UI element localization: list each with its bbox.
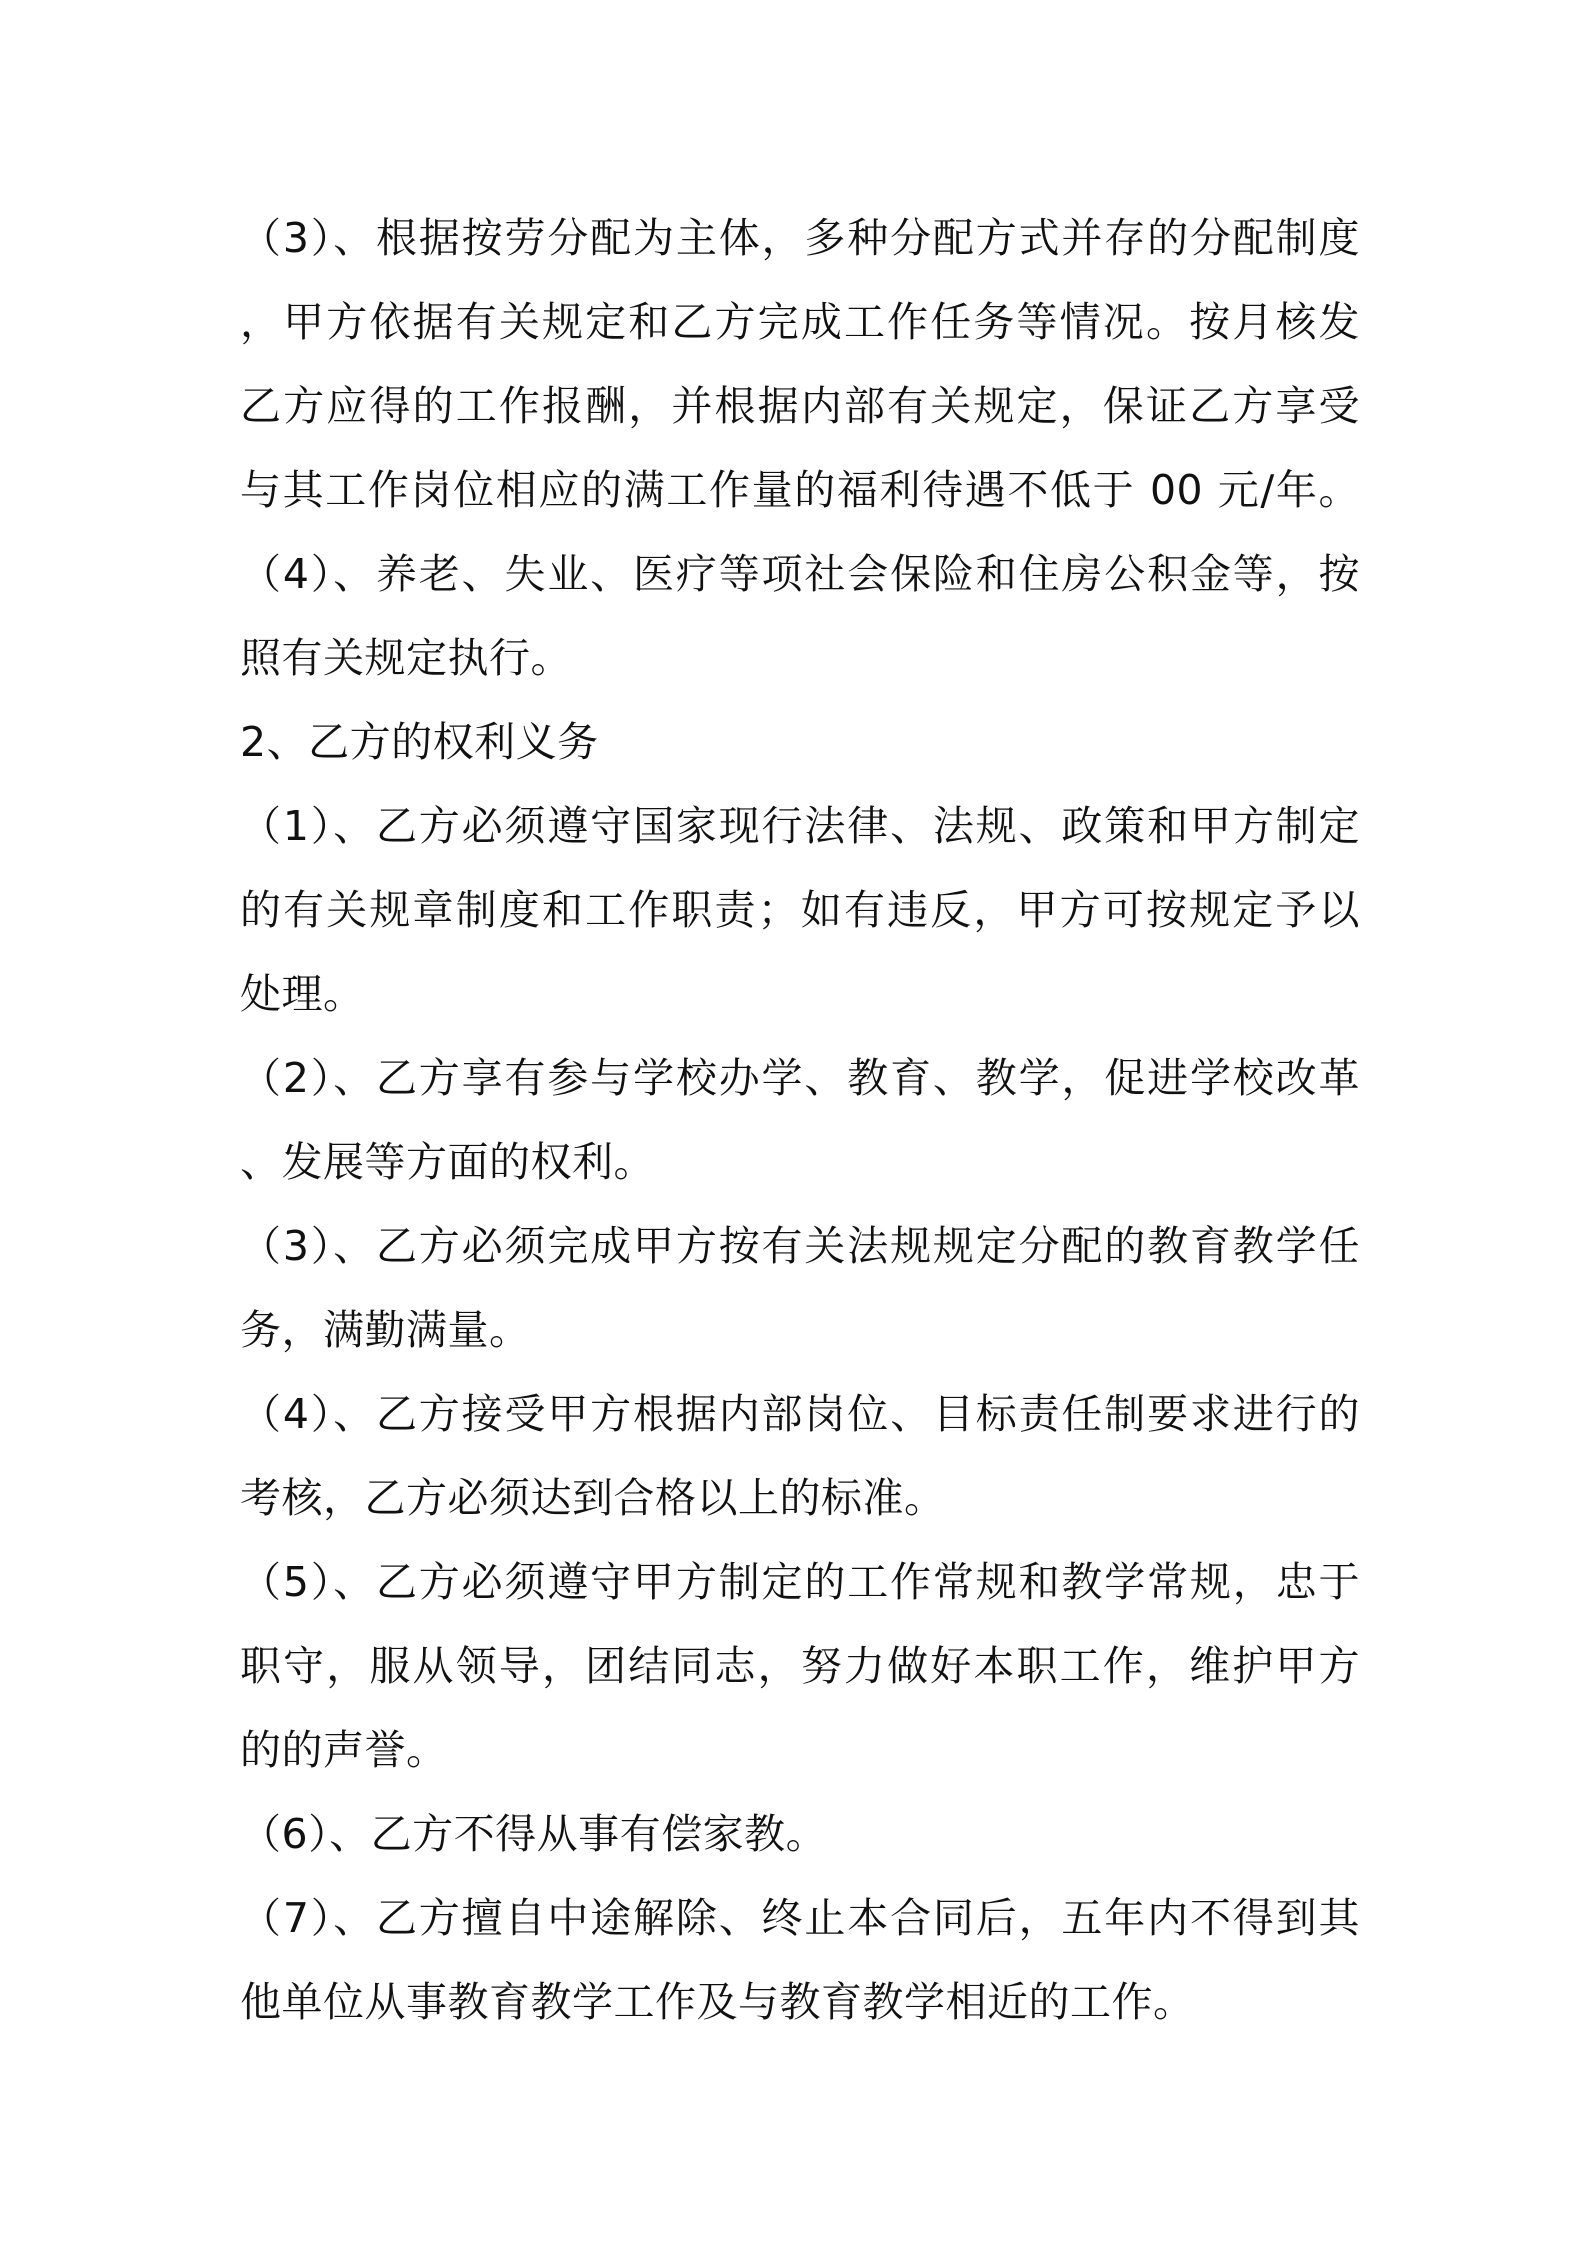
text-line: 考核，乙方必须达到合格以上的标准。 bbox=[240, 1474, 946, 1522]
section-heading: 2、乙方的权利义务 bbox=[240, 718, 599, 766]
text-line: （7）、乙方擅自中途解除、终止本合同后，五年内不得到其 bbox=[240, 1894, 1360, 1942]
text-line: （2）、乙方享有参与学校办学、教育、教学，促进学校改革 bbox=[240, 1054, 1360, 1102]
text-line: 职守，服从领导，团结同志，努力做好本职工作，维护甲方 bbox=[240, 1642, 1360, 1690]
text-line: 的的声誉。 bbox=[240, 1726, 448, 1774]
text-line: 他单位从事教育教学工作及与教育教学相近的工作。 bbox=[240, 1978, 1195, 2026]
text-line: （3）、乙方必须完成甲方按有关法规规定分配的教育教学任 bbox=[240, 1222, 1360, 1270]
text-line: 处理。 bbox=[240, 970, 365, 1018]
text-line: 照有关规定执行。 bbox=[240, 634, 572, 682]
text-line: 、发展等方面的权利。 bbox=[240, 1138, 655, 1186]
text-line: （3）、根据按劳分配为主体，多种分配方式并存的分配制度 bbox=[240, 214, 1360, 262]
text-line: （5）、乙方必须遵守甲方制定的工作常规和教学常规，忠于 bbox=[240, 1558, 1360, 1606]
text-line: （1）、乙方必须遵守国家现行法律、法规、政策和甲方制定 bbox=[240, 802, 1360, 850]
text-line: ，甲方依据有关规定和乙方完成工作任务等情况。按月核发 bbox=[240, 298, 1360, 346]
text-line: （6）、乙方不得从事有偿家教。 bbox=[240, 1810, 828, 1858]
text-line: （4）、乙方接受甲方根据内部岗位、目标责任制要求进行的 bbox=[240, 1390, 1360, 1438]
text-line: 的有关规章制度和工作职责；如有违反，甲方可按规定予以 bbox=[240, 886, 1360, 934]
text-line: 乙方应得的工作报酬，并根据内部有关规定，保证乙方享受 bbox=[240, 382, 1360, 430]
text-line: （4）、养老、失业、医疗等项社会保险和住房公积金等，按 bbox=[240, 550, 1360, 598]
text-line: 务，满勤满量。 bbox=[240, 1306, 531, 1354]
text-line: 与其工作岗位相应的满工作量的福利待遇不低于 00 元/年。 bbox=[240, 466, 1360, 514]
document-body bbox=[240, 196, 1360, 2044]
